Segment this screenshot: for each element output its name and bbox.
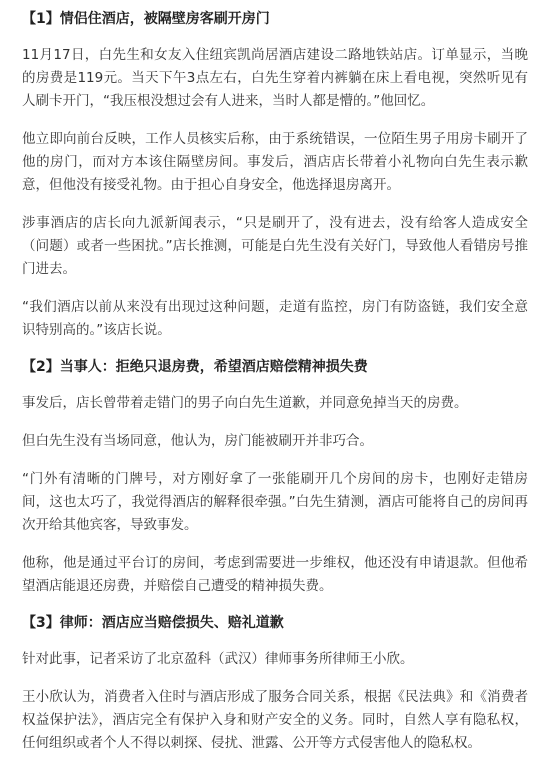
section-heading: 【3】律师：酒店应当赔偿损失、赔礼道歉 <box>22 615 284 631</box>
article-paragraph: 他称，他是通过平台订的房间，考虑到需要进一步维权，他还没有申请退款。但他希望酒店能退还房费，并赔偿自己遭受的精神损失费。 <box>22 555 528 594</box>
article-paragraph: “我们酒店以前从来没有出现过这种问题，走道有监控，房门有防盗链，我们安全意识特别高的。”该店长说。 <box>22 299 528 338</box>
article-paragraph: 针对此事，记者采访了北京盈科（武汉）律师事务所律师王小欣。 <box>22 651 414 667</box>
section-heading: 【2】当事人：拒绝只退房费，希望酒店赔偿精神损失费 <box>22 359 368 375</box>
article-paragraph: 王小欣认为，消费者入住时与酒店形成了服务合同关系，根据《民法典》和《消费者权益保护法》，酒店完全有保护入身和财产安全的义务。同时，自然人享有隐私权，任何组织或者个人不得以刺探、侵扰、泄露、公开等方式侵害他人的隐私权。 <box>22 689 528 751</box>
article-paragraph: 涉事酒店的店长向九派新闻表示，“只是刷开了，没有进去，没有给客人造成安全（问题）或者一些困扰。”店长推测，可能是白先生没有关好门，导致他人看错房号推门进去。 <box>22 215 528 277</box>
article-paragraph: 11月17日，白先生和女友入住纽宾凯尚居酒店建设二路地铁站店。订单显示，当晚的房费是119元。当天下午3点左右，白先生穿着内裤躺在床上看电视，突然听见有人刷卡开门，“我压根没想过会有人进来，当时人都是懵的。”他回忆。 <box>22 47 528 109</box>
article-paragraph: 事发后，店长曾带着走错门的男子向白先生道歉，并同意免掉当天的房费。 <box>22 395 468 411</box>
article-paragraph: 他立即向前台反映，工作人员核实后称，由于系统错误，一位陌生男子用房卡刷开了他的房门，而对方本该住隔壁房间。事发后，酒店店长带着小礼物向白先生表示歉意，但他没有接受礼物。由于担心自身安全，他选择退房离开。 <box>22 131 528 193</box>
article-paragraph: “门外有清晰的门牌号，对方刚好拿了一张能刷开几个房间的房卡，也刚好走错房间，这也太巧了，我觉得酒店的解释很牵强。”白先生猜测，酒店可能将自己的房间再次开给其他宾客，导致事发。 <box>22 471 528 533</box>
article-paragraph: 但白先生没有当场同意，他认为，房门能被刷开并非巧合。 <box>22 433 373 449</box>
section-heading: 【1】情侣住酒店，被隔壁房客刷开房门 <box>22 11 270 27</box>
